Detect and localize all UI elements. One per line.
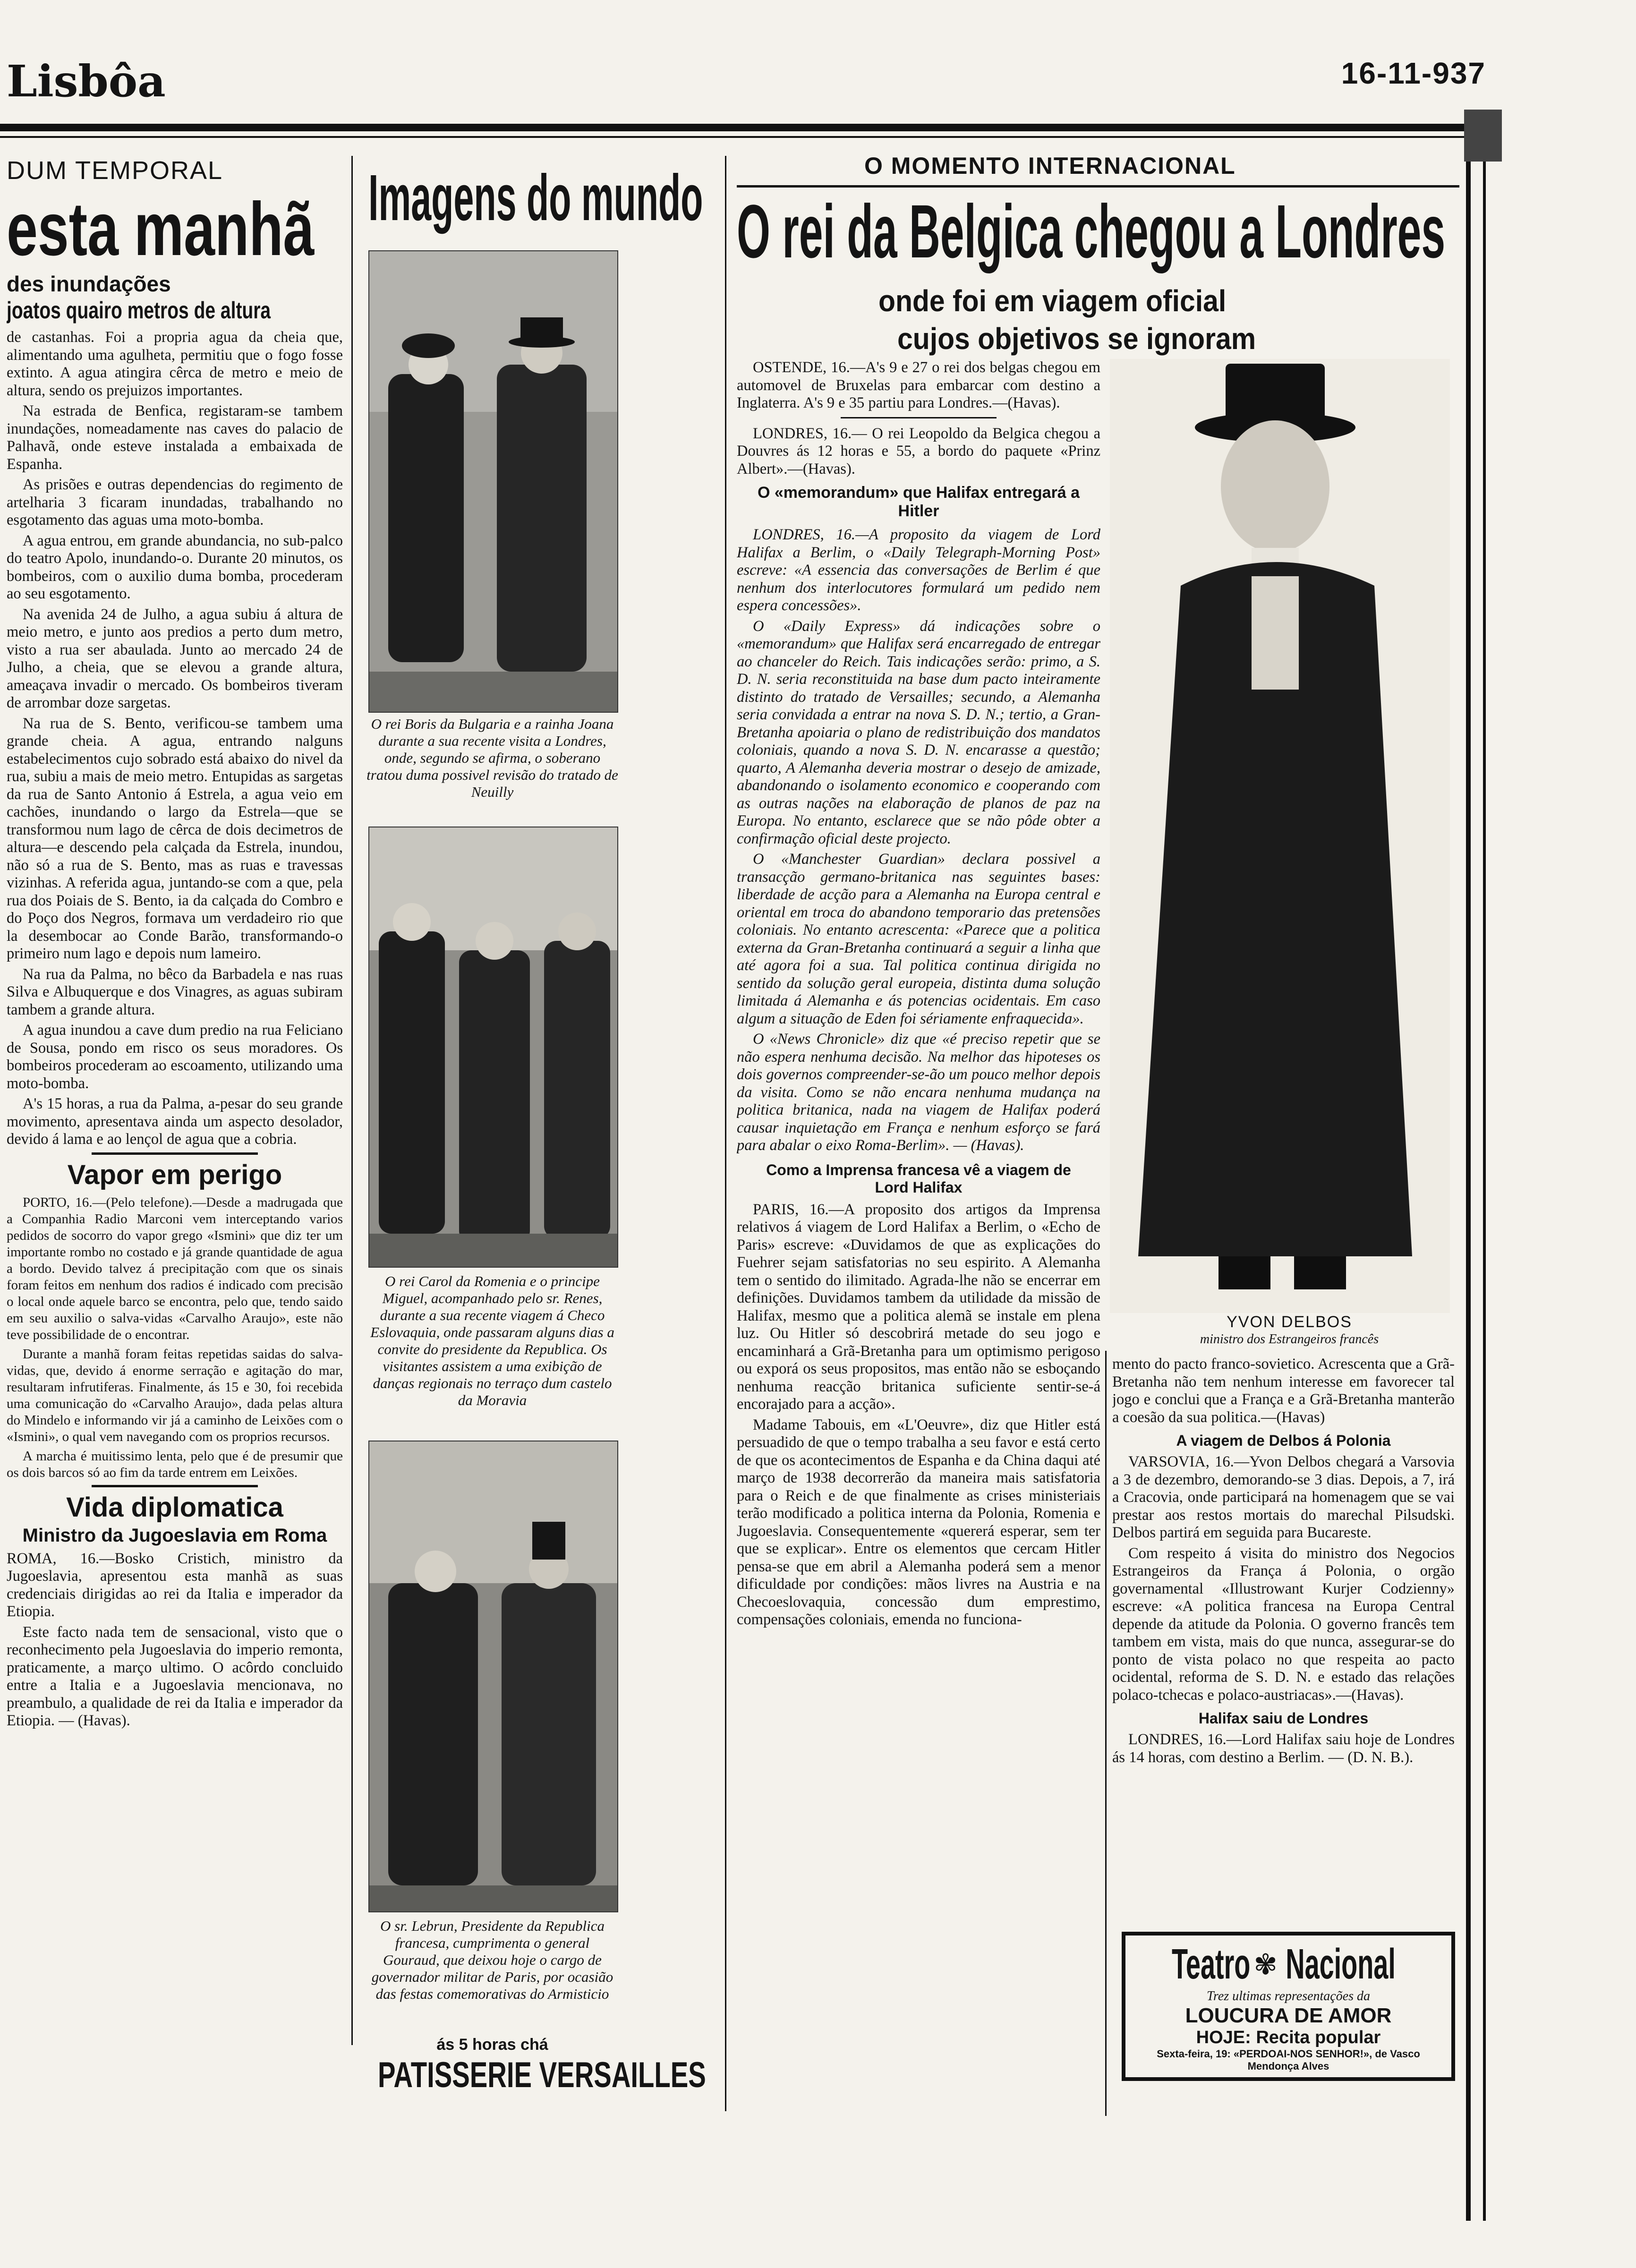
column-1-headline: esta manhã <box>7 187 315 271</box>
paragraph: As prisões e outras dependencias do regimento de artelharia 3 ficaram inundadas, trabalhando no esgotamento das aguas uma moto-bomba. <box>7 476 343 529</box>
column-3 <box>737 359 1100 2073</box>
column-1-sub1: des inundações <box>7 272 171 296</box>
paragraph: Na estrada de Benfica, registaram-se tambem inundações, nomeadamente nas caves do palacio de Palhavã, onde esteve instalada a embaixada de Espanha. <box>7 402 343 473</box>
ad-teatro-title-right: Nacional <box>1286 1941 1396 1988</box>
column-rule <box>351 156 353 2045</box>
separator <box>92 1485 258 1490</box>
binding-strip <box>1464 110 1502 162</box>
column-1-kicker: DUM TEMPORAL <box>7 156 223 185</box>
paragraph: ROMA, 16.—Bosko Cristich, ministro da Jugoeslavia, apresentou esta manhã as suas credenciais dirigidas ao rei da Italia e imperador da Etiopia. <box>7 1550 343 1620</box>
column-3-sub2: cujos objetivos se ignoram <box>897 322 1256 356</box>
paragraph: O «News Chronicle» diz que «é preciso repetir que se não espera nenhuma decisão. Na melhor das hipoteses os dois governos compreender-se-ão um pouco melhor depois da visita. Como se não encara nenhuma mudança na politica britanica, nada na viagem de Halifax poderá causar inquietação em França e nenhum esforço se fará para abalar o eixo Roma-Berlim». — (Havas). <box>737 1031 1100 1154</box>
paragraph: PORTO, 16.—(Pelo telefone).—Desde a madrugada que a Companhia Radio Marconi vem interceptando varios pedidos de socorro do vapor grego «Ismini» que diz ter um importante rombo no costado e já grande quantidade de agua a bordo. Devido talvez á precipitação com que os sinais foram feitos em nenhum dos radios é indicado com precisão o local onde aquele barco se encontra, pelo que, tendo saido em seu auxilio o salva-vidas «Carvalho Araujo», este não teve possibilidade de o encontrar. <box>7 1194 343 1342</box>
column-rule <box>1105 1351 1107 2116</box>
masthead-city: Lisbôa <box>7 56 166 107</box>
ad-teatro-line2: LOUCURA DE AMOR <box>1185 2004 1392 2027</box>
paragraph: mento do pacto franco-sovietico. Acrescenta que a Grã-Bretanha não tem nenhum interesse em favorecer tal jogo e conclui que a França e a Grã-Bretanha manterão a coesão da sua politica.—(Havas) <box>1112 1356 1455 1426</box>
crest-icon: ✾ <box>1253 1949 1278 1980</box>
paragraph: LONDRES, 16.—A proposito da viagem de Lord Halifax a Berlim, o «Daily Telegraph-Morning Post» escreve: «A essencia das conversações de Berlim é que nenhum dos interlocutores formulará um pedido nem espera concessões». <box>737 526 1100 614</box>
paragraph: OSTENDE, 16.—A's 9 e 27 o rei dos belgas chegou em automovel de Bruxelas para embarcar com destino a Inglaterra. A's 9 e 35 partiu para Londres.—(Havas). <box>737 359 1100 411</box>
paragraph: A agua inundou a cave dum predio na rua Feliciano de Sousa, pondo em risco os seus moradores. Os bombeiros procederam ao escoamento, utilizando uma moto-bomba. <box>7 1022 343 1092</box>
paragraph: A's 15 horas, a rua da Palma, a-pesar do seu grande movimento, apresentava ainda um aspecto desolador, devido á lama e ao lençol de agua que a cobria. <box>7 1095 343 1148</box>
photo-caption-1: O rei Boris da Bulgaria e a rainha Joana durante a sua recente visita a Londres, onde, segundo se afirma, o soberano tratou duma possivel revisão do tratado de Neuilly <box>366 716 618 800</box>
right-border-2 <box>1483 110 1486 2221</box>
paragraph: Na rua de S. Bento, verificou-se tambem uma grande cheia. A agua, entrando nalguns estabelecimentos cujo sobrado está abaixo do nivel da rua, subiu a mais de meio metro. Entupidas as sargetas da rua de Santo Antonio á Estrela, a agua veio em cachões, inundando o largo da Estrela—que se transformou num lago de cêrca de dois decimetros de altura—e descendo pela calçada da Estrela, inundou, não só a rua de S. Bento, mas as ruas e travessas vizinhas. A referida agua, juntando-se com a que, pela rua dos Poiais de S. Bento, ia da calçada do Combro e do Poço dos Negros, formava um verdadeiro rio que la desembocar ao Conde Barão, transformando-o primeiro num lago e depois num lameiro. <box>7 715 343 962</box>
paragraph: A agua entrou, em grande abundancia, no sub-palco do teatro Apolo, inundando-o. Durante 20 minutos, os bombeiros, com o auxilio duma bomba, procederam ao seu esgotamento. <box>7 532 343 602</box>
photo-caption-3: O sr. Lebrun, Presidente da Republica francesa, cumprimenta o general Gouraud, que deixou hoje o cargo de governador militar de Paris, por ocasião das festas comemorativas do Armisticio <box>371 1918 614 2002</box>
column-3-kicker: O MOMENTO INTERNACIONAL <box>864 153 1236 179</box>
column-4 <box>1112 1356 1455 1913</box>
photo-yvon-delbos <box>1110 359 1450 1313</box>
column-1-body <box>7 329 343 1149</box>
column-1 <box>7 156 343 2040</box>
short-rule <box>841 417 997 418</box>
kicker-rule <box>737 185 1459 188</box>
paragraph: A marcha é muitissimo lenta, pelo que é de presumir que os dois barcos só ao fim da tarde entrem em Leixões. <box>7 1448 343 1480</box>
photo-caption-2: O rei Carol da Romenia e o principe Miguel, acompanhado pelo sr. Renes, durante a sua recente viagem á Checo Eslovaquia, onde passaram alguns dias a convite do presidente da Republica. Os visitantes assistem a uma exibição de danças regionais no terraço dum castelo da Moravia <box>370 1273 614 1408</box>
masthead-date: 16-11-937 <box>1341 56 1486 90</box>
delbos-head: A viagem de Delbos á Polonia <box>1176 1432 1391 1449</box>
photo-carol-miguel <box>368 827 618 1268</box>
photo-boris-joana <box>368 250 618 713</box>
column-3-headline: O rei da Belgica chegou a Londres <box>737 189 1446 273</box>
separator <box>92 1152 258 1157</box>
paragraph: Com respeito á visita do ministro dos Negocios Estrangeiros da França á Polonia, o orgão governamental «Illustrowant Kurjer Codzienny» escreve: «A politica francesa na Europa Central depende da atitude da Polonia. O governo francês tem tambem em vista, mais do que nunca, assegurar-se do ponto de vista polaco no que respeita ao pacto ocidental, reforma de S. D. N. e estado das relações polaco-tchecas e polaco-austriacas».—(Havas). <box>1112 1544 1455 1704</box>
ad-teatro-line3: HOJE: Recita popular <box>1196 2028 1381 2047</box>
right-border <box>1466 110 1471 2221</box>
paragraph: Este facto nada tem de sensacional, visto que o reconhecimento pela Jugoeslavia do imperio remonta, praticamente, a março ultimo. O acôrdo concluido entre a Italia e a Jugoeslavia mencionava, no preambulo, a qualidade de rei da Italia e imperador da Etiopia. — (Havas). <box>7 1623 343 1729</box>
vida-subtitle: Ministro da Jugoeslavia em Roma <box>22 1525 327 1546</box>
ad-teatro-line1: Trez ultimas representações da <box>1206 1989 1371 2004</box>
paragraph: de castanhas. Foi a propria agua da cheia que, alimentando uma agulheta, permitiu que o fogo fosse extinto. A agua atingira cêrca de metro e meio de altura, sendo os prejuizos importantes. <box>7 329 343 399</box>
paragraph: PARIS, 16.—A proposito dos artigos da Imprensa relativos á viagem de Lord Halifax a Berlim, o «Echo de Paris» escreve: «Duvidamos de que as explicações do Fuehrer sejam satisfatorias no seu espirito. A Alemanha tem o sentido do ilimitado. Agrada-lhe não se encerrar em definições. Duvidamos tambem da utilidade da missão de Halifax, mesmo que a politica alemã se instale em plena luz. Ou Hitler só descobrirá metade do seu jogo e encaminhará a Grã-Bretanha para um optimismo perigoso ou exporá os seus propositos, mas então não se esboçando nenhuma reacção britanica suficiente sentir-se-á encorajado para a acção». <box>737 1201 1100 1413</box>
vapor-title: Vapor em perigo <box>67 1159 282 1190</box>
column-1-sub2: joatos quairo metros de altura <box>7 297 271 324</box>
column-rule <box>725 156 726 2111</box>
imprensa-head: Como a Imprensa francesa vê a viagem de Lord Halifax <box>766 1161 1071 1196</box>
ad-teatro-nacional <box>1122 1932 1455 2081</box>
paragraph: LONDRES, 16.— O rei Leopoldo da Belgica chegou a Douvres ás 12 horas e 55, a bordo do paquete «Prinz Albert».—(Havas). <box>737 425 1100 477</box>
paragraph: O «Daily Express» dá indicações sobre o «memorandum» que Halifax será encarregado de entregar ao chanceler do Reich. Tais indicações serão: primo, a S. D. N. seria reconstituida na base dum pacto inteiramente distinto do tratado de Versailles; secundo, a Alemanha seria convidada a entrar na nova S. D. N.; tertio, a Gran-Bretanha apoiaria o plano de redistribuição dos mandatos coloniais, quando a nova S. D. N. encarasse a questão; quarto, A Alemanha deveria mostrar o desejo de amizade, abandonando o isolamento economico e cooperando com as outras nações na elaboração de planos de paz na Europa. No entanto, esclarece que se não pôde obter a confirmação oficial deste projecto. <box>737 617 1100 847</box>
ad-patisserie: PATISSERIE VERSAILLES <box>378 2055 706 2095</box>
paragraph: Durante a manhã foram feitas repetidas saidas do salva-vidas, que, devido á enorme serração e agitação do mar, resultaram infrutiferas. Finalmente, ás 15 e 30, foi recebida uma comunicação do «Carvalho Araujo», dada pelas altura do Mindelo e informando vir já a caminho de Leixões com o «Ismini», o qual vem navegando com os proprios recursos. <box>7 1346 343 1444</box>
paragraph: O «Manchester Guardian» declara possivel a transacção germano-britanica nas seguintes bases: liberdade de acção para a Alemanha na Europa central e oriental em troca do abandono temporario das pretensões coloniais. No entanto acrescenta: «Parece que a politica externa da Gran-Bretanha continuará a seguir a linha que até agora foi a sua. Tal politica continua dirigida no sentido da solução geral europeia, distinta duma solução limitada á Alemanha e ás potencias ocidentais. Em caso algum a situação de Eden foi sériamente enfraquecida». <box>737 851 1100 1027</box>
ad-small-text: ás 5 horas chá <box>436 2036 548 2054</box>
paragraph: VARSOVIA, 16.—Yvon Delbos chegará a Varsovia a 3 de dezembro, demorando-se 3 dias. Depois, a 7, irá a Cracovia, onde participará na homenagem que se vai prestar aos restos mortais do marechal Pilsudski. Delbos partirá em seguida para Bucareste. <box>1112 1453 1455 1541</box>
paragraph: Na avenida 24 de Julho, a agua subiu á altura de meio metro, e junto aos predios a perto dum metro, visto a rua ser abaulada. Junto ao mercado 24 de Julho, a cheia, que se elevou a grande altura, ameaçava invadir o mercado. Os bombeiros tiveram de arrombar doze sargetas. <box>7 605 343 711</box>
photo-caption-name: YVON DELBOS <box>1227 1313 1352 1331</box>
masthead-rule-thin <box>0 136 1474 138</box>
paragraph: Na rua da Palma, no bêco da Barbadela e nas ruas Silva e Albuquerque e dos Vinagres, as aguas subiram tambem a grande altura. <box>7 965 343 1018</box>
vida-title: Vida diplomatica <box>66 1492 283 1523</box>
masthead-rule <box>0 124 1474 131</box>
paragraph: LONDRES, 16.—Lord Halifax saiu hoje de Londres ás 14 horas, com destino a Berlim. — (D. N. B.). <box>1112 1731 1455 1766</box>
ad-teatro-line4: Sexta-feira, 19: «PERDOAI-NOS SENHOR!», de Vasco Mendonça Alves <box>1157 2048 1420 2072</box>
column-3-sub1: onde foi em viagem oficial <box>878 284 1227 318</box>
halifax-head: Halifax saiu de Londres <box>1198 1710 1369 1727</box>
photo-lebrun-gouraud <box>368 1441 618 1912</box>
ad-teatro-title <box>1125 1940 1451 1989</box>
ad-teatro-title-left: Teatro <box>1172 1941 1251 1988</box>
column-2-title: Imagens do mundo <box>368 162 703 234</box>
photo-caption-role: ministro dos Estrangeiros francês <box>1200 1332 1379 1347</box>
paragraph: Madame Tabouis, em «L'Oeuvre», diz que Hitler está persuadido de que o tempo trabalha a seu favor e está certo de que os acontecimentos de Espanha e da China daqui até março de 1938 decorrerão da maneira mais satisfatoria para o Reich e de que finalmente as crises ministeriais terão modificado a politica interna da Polonia, Romenia e Jugoeslavia. Consequentemente «quererá esperar, sem ter que se explicar». Entre os elementos que cercam Hitler pensa-se que em abril a Alemanha poderá sem a menor dificuldade por condições: mãos livres na Austria e na Checoeslovaquia, concessão dum emprestimo, compensações coloniais, emenda no funciona- <box>737 1416 1100 1628</box>
memo-head: O «memorandum» que Halifax entregará a Hitler <box>757 484 1080 520</box>
